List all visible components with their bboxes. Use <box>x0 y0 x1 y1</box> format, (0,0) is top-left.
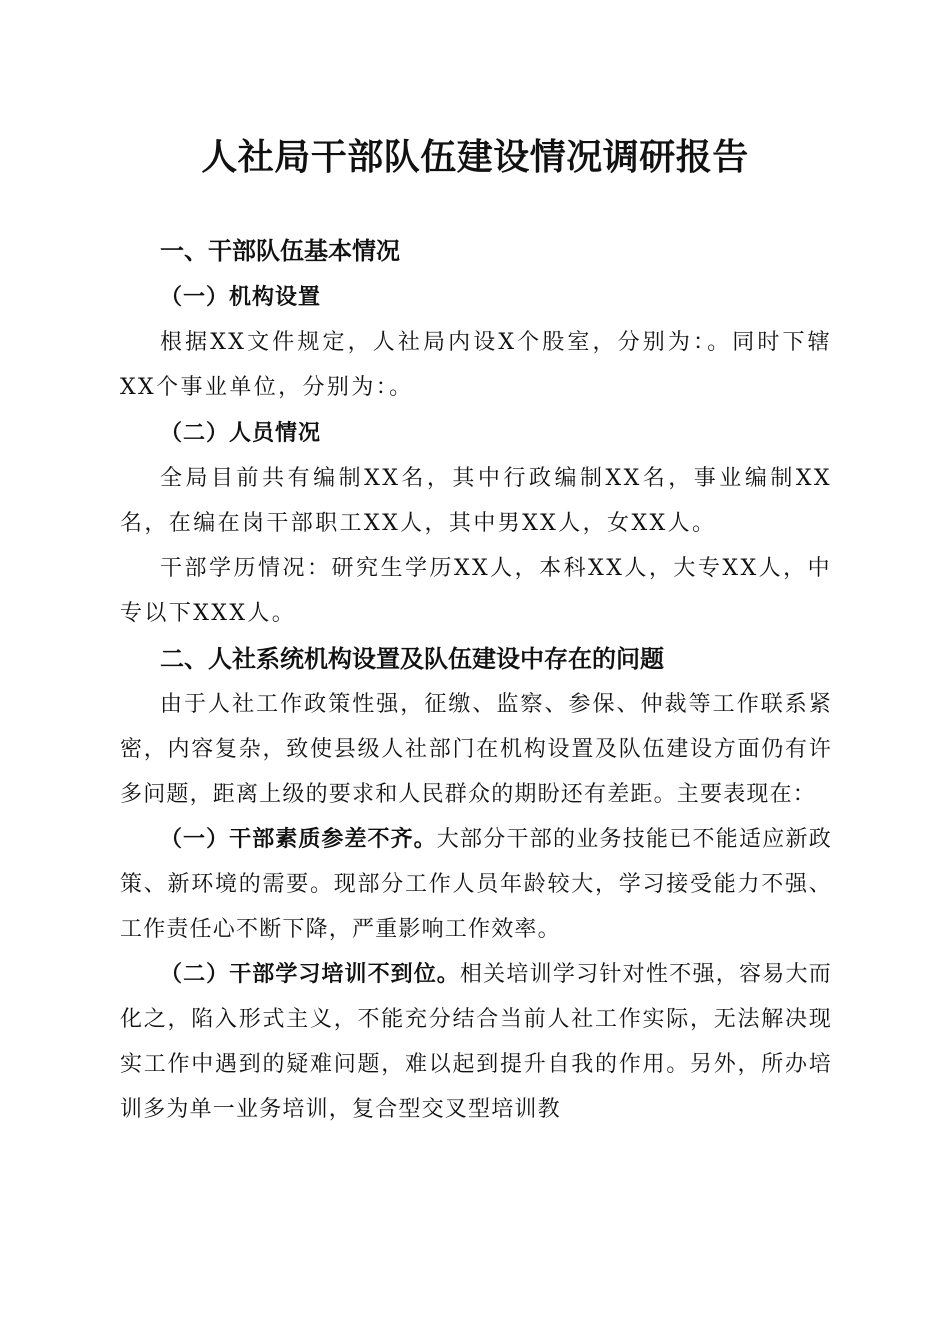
paragraph-problem-quality <box>120 817 832 952</box>
paragraph-problem-training <box>120 952 832 1132</box>
problem-lead-training: （二）干部学习培训不到位。 <box>160 962 460 987</box>
section-heading-basic-situation: 一、干部队伍基本情况 <box>160 237 400 265</box>
problem-text-training: 相关培训学习针对性不强，容易大而化之，陷入形式主义，不能充分结合当前人社工作实际，无法解决现实工作中遇到的疑难问题，难以起到提升自我的作用。另外，所办培训多为单一业务培训，复合型交叉型培训教 <box>120 962 832 1122</box>
paragraph-personnel-education: 干部学历情况：研究生学历XX人，本科XX人，大专XX人，中专以下XXX人。 <box>120 556 832 626</box>
section-heading-problems: 二、人社系统机构设置及队伍建设中存在的问题 <box>160 645 664 673</box>
document-body <box>120 228 832 1132</box>
problem-text-quality: 大部分干部的业务技能已不能适应新政策、新环境的需要。现部分工作人员年龄较大，学习接受能力不强、工作责任心不断下降，严重影响工作效率。 <box>120 827 832 942</box>
paragraph-personnel-staffing: 全局目前共有编制XX名，其中行政编制XX名，事业编制XX名，在编在岗干部职工XX人，其中男XX人，女XX人。 <box>120 466 832 536</box>
subsection-heading-personnel: （二）人员情况 <box>160 420 322 446</box>
paragraph-problems-intro: 由于人社工作政策性强，征缴、监察、参保、仲裁等工作联系紧密，内容复杂，致使县级人社部门在机构设置及队伍建设方面仍有许多问题，距离上级的要求和人民群众的期盼还有差距。主要表现在： <box>120 692 832 807</box>
document-title: 人社局干部队伍建设情况调研报告 <box>201 137 749 178</box>
paragraph-organization: 根据XX文件规定，人社局内设X个股室，分别为：。同时下辖XX个事业单位，分别为：。 <box>120 330 832 400</box>
problem-lead-quality: （一）干部素质参差不齐。 <box>160 827 437 852</box>
subsection-heading-organization: （一）机构设置 <box>160 284 322 310</box>
